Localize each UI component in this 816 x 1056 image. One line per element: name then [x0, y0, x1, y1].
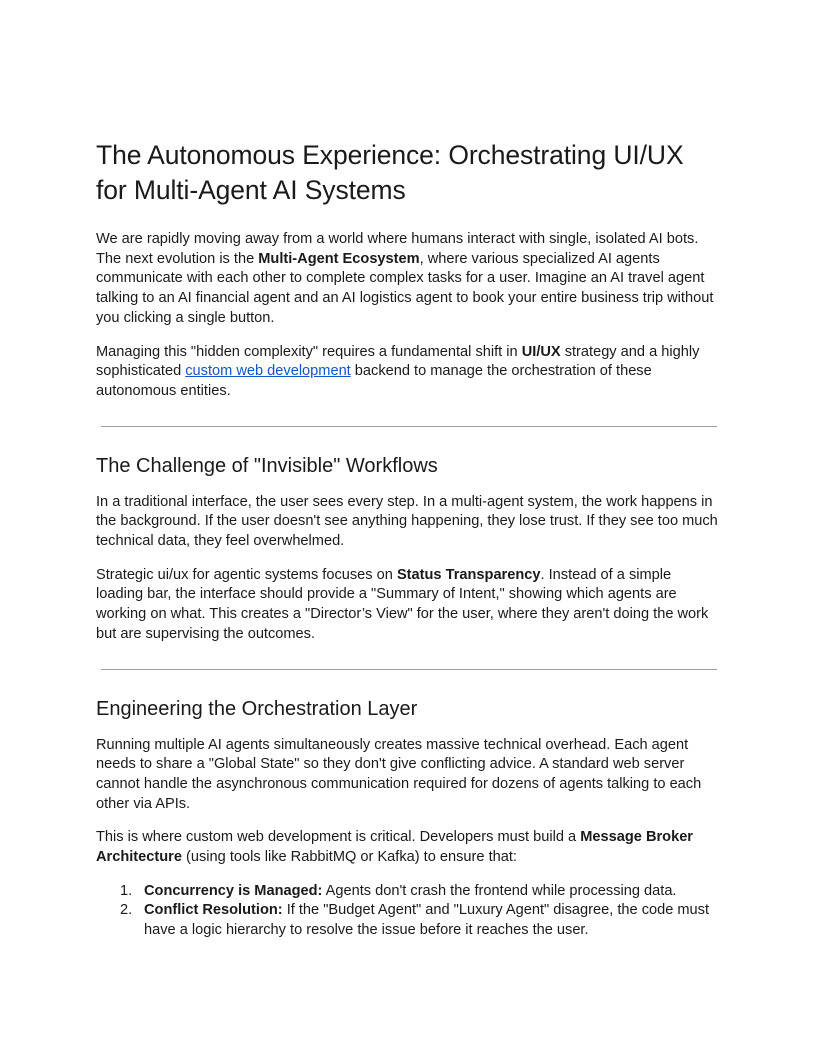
- custom-web-development-link[interactable]: custom web development: [185, 363, 351, 380]
- intro-p2-text-c: backend to manage the orchestration of these autonomous entities.: [96, 363, 652, 399]
- section2-paragraph-1: Running multiple AI agents simultaneously creates massive technical overhead. Each agent needs to share a "Global State" so they don't give conflicting advice. A standard web server cannot handle the asynchronous communication required for dozens of agents talking to each other via APIs.: [96, 736, 702, 812]
- section-divider: [101, 426, 717, 427]
- section1-paragraph-2: [96, 566, 720, 645]
- intro-p1-text-a: We are rapidly moving away from a world where humans interact with single, isolated AI bots. The next evolution is the: [96, 231, 699, 267]
- section-heading-orchestration-layer: Engineering the Orchestration Layer: [96, 697, 418, 720]
- list-item-bold: Conflict Resolution:: [144, 902, 283, 919]
- section2-p2-text-a: This is where custom web development is critical. Developers must build a: [96, 829, 581, 846]
- section1-p2-text-a: Strategic ui/ux for agentic systems focuses on: [96, 566, 397, 583]
- list-item-text: If the "Budget Agent" and "Luxury Agent" disagree, the code must have a logic hierarchy to resolve the issue before it reaches the user.: [144, 902, 710, 939]
- section-divider: [101, 669, 717, 670]
- section2-p2-bold: Message Broker Architecture: [96, 829, 693, 866]
- section-heading-invisible-workflows: The Challenge of "Invisible" Workflows: [96, 454, 438, 477]
- intro-paragraph-2: [96, 343, 720, 402]
- list-item-number: 1.: [120, 882, 133, 899]
- list-item-bold: Concurrency is Managed:: [144, 882, 323, 899]
- intro-p2-text-b: strategy and a highly sophisticated: [96, 343, 700, 380]
- intro-p1-bold: Multi-Agent Ecosystem: [258, 250, 420, 267]
- section1-p2-bold: Status Transparency: [396, 566, 541, 583]
- intro-p2-text-a: Managing this "hidden complexity" requires a fundamental shift in: [96, 343, 522, 360]
- intro-p2-bold: UI/UX: [521, 343, 561, 360]
- intro-p1-text-b: , where various specialized AI agents communicate with each other to complete complex tasks for a user. Imagine an AI travel agent talking to an AI financial agent and an AI logistics agent to book your entire business trip without you clicking a single button.: [96, 250, 714, 326]
- section2-p2-text-b: (using tools like RabbitMQ or Kafka) to ensure that:: [181, 849, 517, 866]
- document-body: [96, 138, 720, 941]
- list-item-text: Agents don't crash the frontend while processing data.: [322, 882, 677, 899]
- list-item: [96, 882, 720, 902]
- intro-paragraph-1: [96, 230, 720, 329]
- section1-paragraph-1: In a traditional interface, the user sees every step. In a multi-agent system, the work happens in the background. If the user doesn't see anything happening, they lose trust. If they see too much technical data, they feel overwhelmed.: [96, 493, 718, 550]
- section1-p2-text-b: . Instead of a simple loading bar, the interface should provide a "Summary of Intent," showing which agents are working on what. This creates a "Director’s View" for the user, where they aren't doing the work but are supervising the outcomes.: [96, 566, 709, 642]
- numbered-list: [96, 882, 720, 941]
- list-item-number: 2.: [120, 902, 133, 919]
- section2-paragraph-2: [96, 828, 720, 867]
- list-item: [96, 901, 720, 940]
- page-title: The Autonomous Experience: Orchestrating UI/UX for Multi-Agent AI Systems: [96, 140, 684, 205]
